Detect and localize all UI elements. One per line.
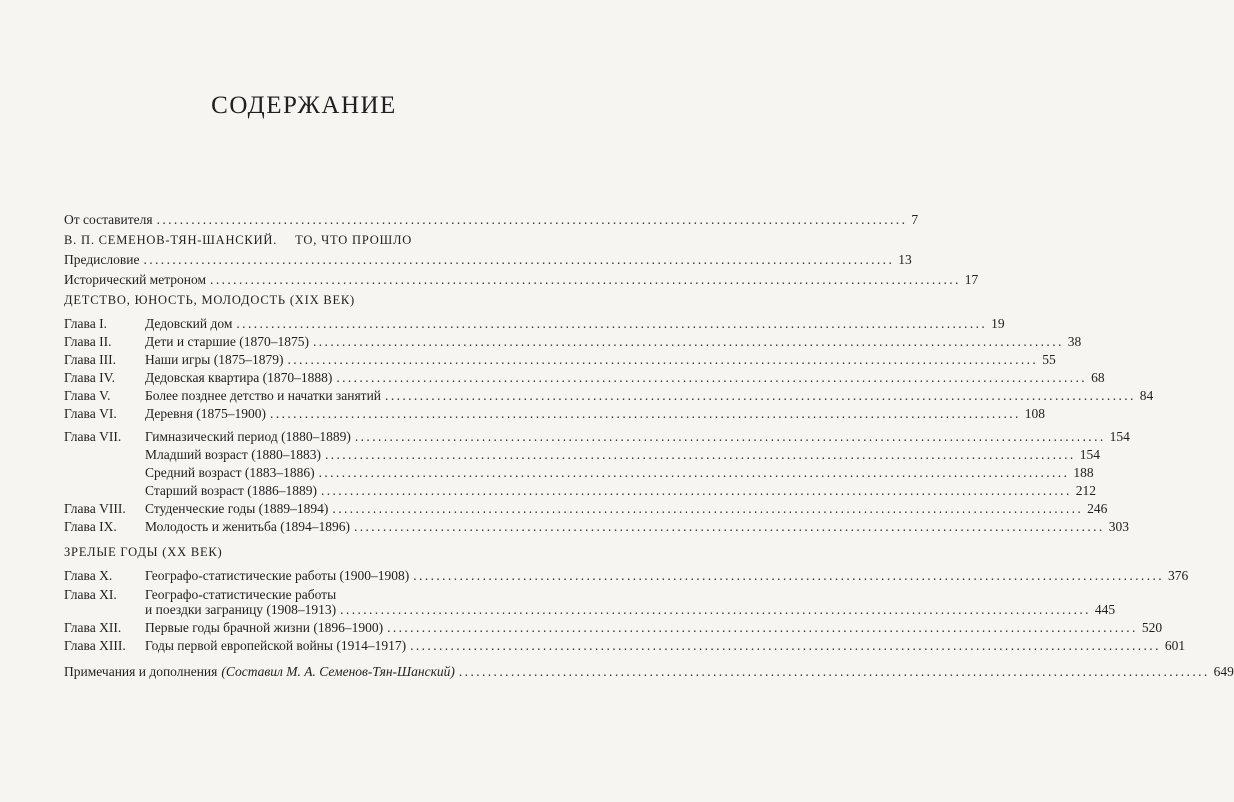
chapter-page: 246 [1087, 501, 1108, 516]
leader-dots: .................................................................................................................................. [210, 272, 961, 287]
toc-chapter [0, 368, 1105, 388]
chapter-page: 154 [1109, 429, 1130, 444]
toc-entry-text: Примечания и дополнения [64, 664, 218, 679]
leader-dots: .................................................................................................................................. [353, 519, 1105, 534]
toc-chapter [0, 404, 1046, 424]
chapter-page: 601 [1164, 638, 1186, 653]
section-heading-20th-century: ЗРЕЛЫЕ ГОДЫ (XX ВЕК) [64, 545, 223, 559]
chapter-title: Более позднее детство и начатки занятий [145, 388, 382, 403]
chapter-page: 19 [991, 316, 1005, 331]
subentry-page: 212 [1075, 483, 1096, 498]
leader-dots: .................................................................................................................................. [270, 406, 1021, 421]
chapter-title: Дедовская квартира (1870–1888) [145, 370, 333, 385]
toc-chapter [0, 427, 1130, 447]
chapter-page: 38 [1067, 334, 1082, 349]
chapter-page: 376 [1168, 568, 1189, 583]
toc-chapter [0, 386, 1154, 406]
chapter-number: Глава IV. [64, 370, 115, 385]
leader-dots: .................................................................................................................................. [287, 352, 1039, 367]
toc-chapter [0, 636, 1186, 656]
chapter-title-line1: Географо-статистические работы [145, 587, 337, 602]
toc-entry-page: 17 [964, 272, 979, 287]
chapter-title: Географо-статистические работы (1900–1908) [145, 568, 410, 583]
chapter-number: Глава II. [64, 334, 112, 349]
leader-dots: .................................................................................................................................. [385, 388, 1136, 403]
toc-entry-foreword [0, 210, 919, 230]
chapter-number: Глава I. [64, 316, 107, 331]
leader-dots: .................................................................................................................................. [354, 429, 1106, 444]
leader-dots: .................................................................................................................................. [313, 334, 1064, 349]
chapter-number: Глава VI. [64, 406, 117, 421]
chapter-page: 84 [1139, 388, 1154, 403]
toc-entry-text: Исторический метроном [64, 272, 207, 287]
leader-dots: .................................................................................................................................. [458, 664, 1210, 679]
chapter-number: Глава XI. [64, 587, 117, 602]
toc-chapter [0, 517, 1129, 537]
toc-chapter [0, 618, 1163, 638]
toc-chapter [0, 350, 1056, 370]
leader-dots: .................................................................................................................................. [324, 447, 1076, 462]
chapter-number: Глава X. [64, 568, 113, 583]
chapter-title: Деревня (1875–1900) [145, 406, 267, 421]
notes-compiler: (Составил М. А. Семенов-Тян-Шанский) [221, 664, 455, 679]
chapter-title: Дедовский дом [145, 316, 233, 331]
chapter-title: Студенческие годы (1889–1894) [145, 501, 329, 516]
toc-entry-page: 649 [1213, 664, 1234, 679]
chapter-page: 445 [1094, 602, 1116, 617]
leader-dots: .................................................................................................................................. [413, 568, 1165, 583]
chapter-page: 520 [1141, 620, 1163, 635]
leader-dots: .................................................................................................................................. [336, 370, 1088, 385]
chapter-page: 303 [1108, 519, 1129, 534]
chapter-number: Глава III. [64, 352, 116, 367]
chapter-title: и поездки заграницу (1908–1913) [145, 602, 337, 617]
chapter-page: 108 [1024, 406, 1046, 421]
toc-subentry [0, 481, 1096, 501]
subentry-title: Средний возраст (1883–1886) [145, 465, 315, 480]
leader-dots: .................................................................................................................................. [332, 501, 1084, 516]
page-title: СОДЕРЖАНИЕ [211, 92, 397, 119]
subentry-title: Старший возраст (1886–1889) [145, 483, 317, 498]
subentry-title: Младший возраст (1880–1883) [145, 447, 321, 462]
leader-dots: .................................................................................................................................. [143, 252, 895, 267]
leader-dots: .................................................................................................................................. [318, 465, 1070, 480]
leader-dots: .................................................................................................................................. [340, 602, 1091, 617]
chapter-title: Гимназический период (1880–1889) [145, 429, 351, 444]
leader-dots: .................................................................................................................................. [236, 316, 988, 331]
toc-entry-metronome [0, 270, 979, 290]
chapter-page: 68 [1091, 370, 1105, 385]
leader-dots: .................................................................................................................................. [156, 212, 908, 227]
part-author: В. П. СЕМЕНОВ-ТЯН-ШАНСКИЙ. [64, 233, 278, 247]
toc-entry-page: 7 [911, 212, 919, 227]
toc-chapter-line2 [0, 600, 1116, 620]
toc-chapter [0, 314, 1005, 334]
toc-subentry [0, 445, 1100, 465]
chapter-title: Наши игры (1875–1879) [145, 352, 284, 367]
chapter-number: Глава XII. [64, 620, 122, 635]
subentry-page: 154 [1079, 447, 1100, 462]
toc-chapter [0, 332, 1082, 352]
toc-subentry [0, 463, 1094, 483]
toc-entry-text: Предисловие [64, 252, 140, 267]
leader-dots: .................................................................................................................................. [387, 620, 1138, 635]
part-work-title: ТО, ЧТО ПРОШЛО [295, 233, 413, 247]
chapter-title: Молодость и женитьба (1894–1896) [145, 519, 350, 534]
leader-dots: .................................................................................................................................. [410, 638, 1161, 653]
chapter-number: Глава VIII. [64, 501, 126, 516]
toc-entry-notes [0, 662, 1234, 682]
chapter-number: Глава V. [64, 388, 111, 403]
chapter-title: Дети и старшие (1870–1875) [145, 334, 309, 349]
toc-chapter [0, 499, 1108, 519]
toc-entry-page: 13 [898, 252, 912, 267]
chapter-page: 55 [1042, 352, 1056, 367]
chapter-title: Первые годы брачной жизни (1896–1900) [145, 620, 384, 635]
chapter-number: Глава VII. [64, 429, 122, 444]
toc-entry-text: От составителя [64, 212, 153, 227]
toc-entry-preface [0, 250, 912, 270]
chapter-number: Глава IX. [64, 519, 117, 534]
leader-dots: .................................................................................................................................. [320, 483, 1072, 498]
part-heading [64, 230, 412, 250]
toc-chapter [0, 566, 1189, 586]
chapter-title: Годы первой европейской войны (1914–1917) [145, 638, 407, 653]
subentry-page: 188 [1073, 465, 1094, 480]
chapter-number: Глава XIII. [64, 638, 126, 653]
section-heading-19th-century: ДЕТСТВО, ЮНОСТЬ, МОЛОДОСТЬ (XIX ВЕК) [64, 293, 356, 307]
